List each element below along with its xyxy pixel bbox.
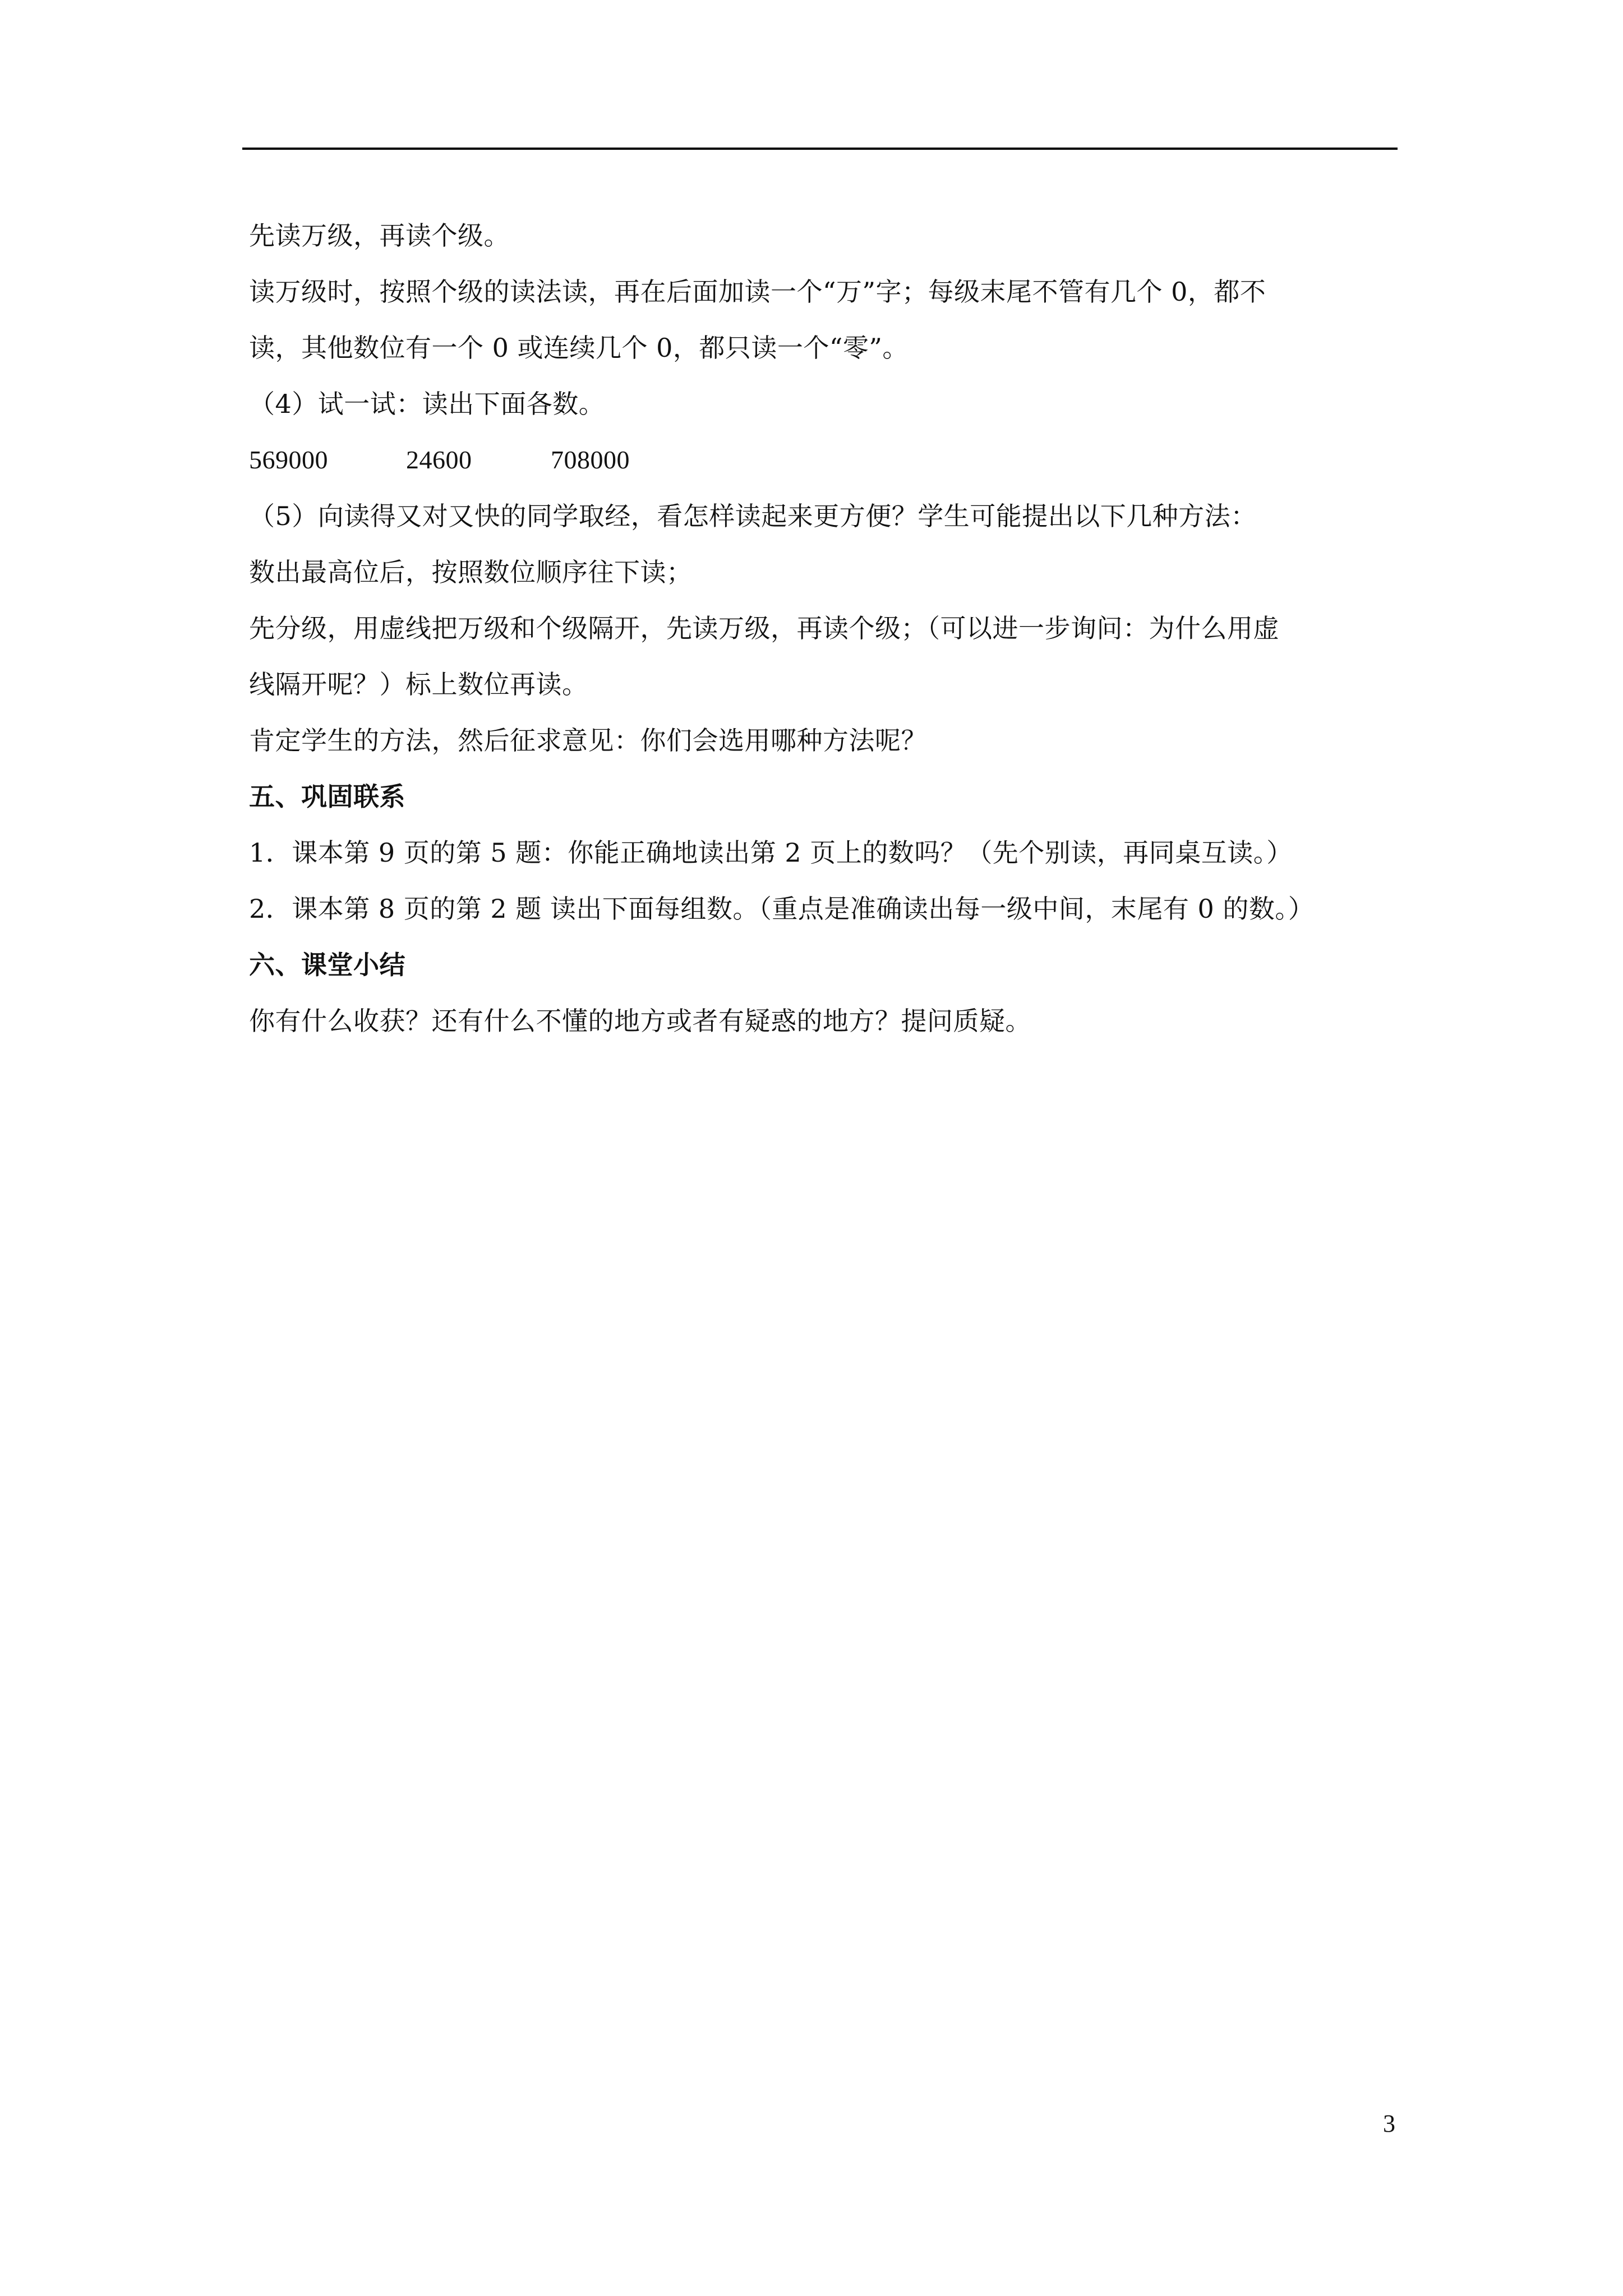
paragraph-line: 先分级，用虚线把万级和个级隔开，先读万级，再读个级；（可以进一步询问：为什么用虚 xyxy=(249,613,1279,643)
paragraph-line: 你有什么收获？还有什么不懂的地方或者有疑惑的地方？提问质疑。 xyxy=(249,1006,1031,1036)
paragraph-line: 先读万级，再读个级。 xyxy=(249,220,510,251)
header-rule xyxy=(242,148,1398,150)
paragraph-line: 数出最高位后，按照数位顺序往下读； xyxy=(249,557,693,587)
number-item: 569000 xyxy=(249,445,328,474)
list-item: 2．课本第 8 页的第 2 题 读出下面每组数。（重点是准确读出每一级中间，末尾有 0 的数。） xyxy=(249,894,1315,924)
paragraph-line: （5）向读得又对又快的同学取经，看怎样读起来更方便？学生可能提出以下几种方法： xyxy=(249,501,1257,531)
number-list xyxy=(249,432,1399,488)
section-heading: 六、课堂小结 xyxy=(249,950,405,980)
section-heading: 五、巩固联系 xyxy=(249,781,405,812)
list-item: 1．课本第 9 页的第 5 题：你能正确地读出第 2 页上的数吗？（先个别读，再同桌互读。） xyxy=(249,838,1293,868)
number-item: 24600 xyxy=(406,445,472,474)
paragraph-line: 线隔开呢？）标上数位再读。 xyxy=(249,669,588,700)
paragraph-line: 读，其他数位有一个 0 或连续几个 0，都只读一个“零”。 xyxy=(249,333,909,363)
paragraph-line: 肯定学生的方法，然后征求意见：你们会选用哪种方法呢？ xyxy=(249,725,927,756)
document-body xyxy=(249,208,1399,1049)
number-item: 708000 xyxy=(551,445,630,474)
paragraph-line: 读万级时，按照个级的读法读，再在后面加读一个“万”字；每级末尾不管有几个 0，都不 xyxy=(249,277,1266,307)
page-number: 3 xyxy=(1383,2110,1395,2137)
paragraph-line: （4）试一试：读出下面各数。 xyxy=(249,389,605,419)
